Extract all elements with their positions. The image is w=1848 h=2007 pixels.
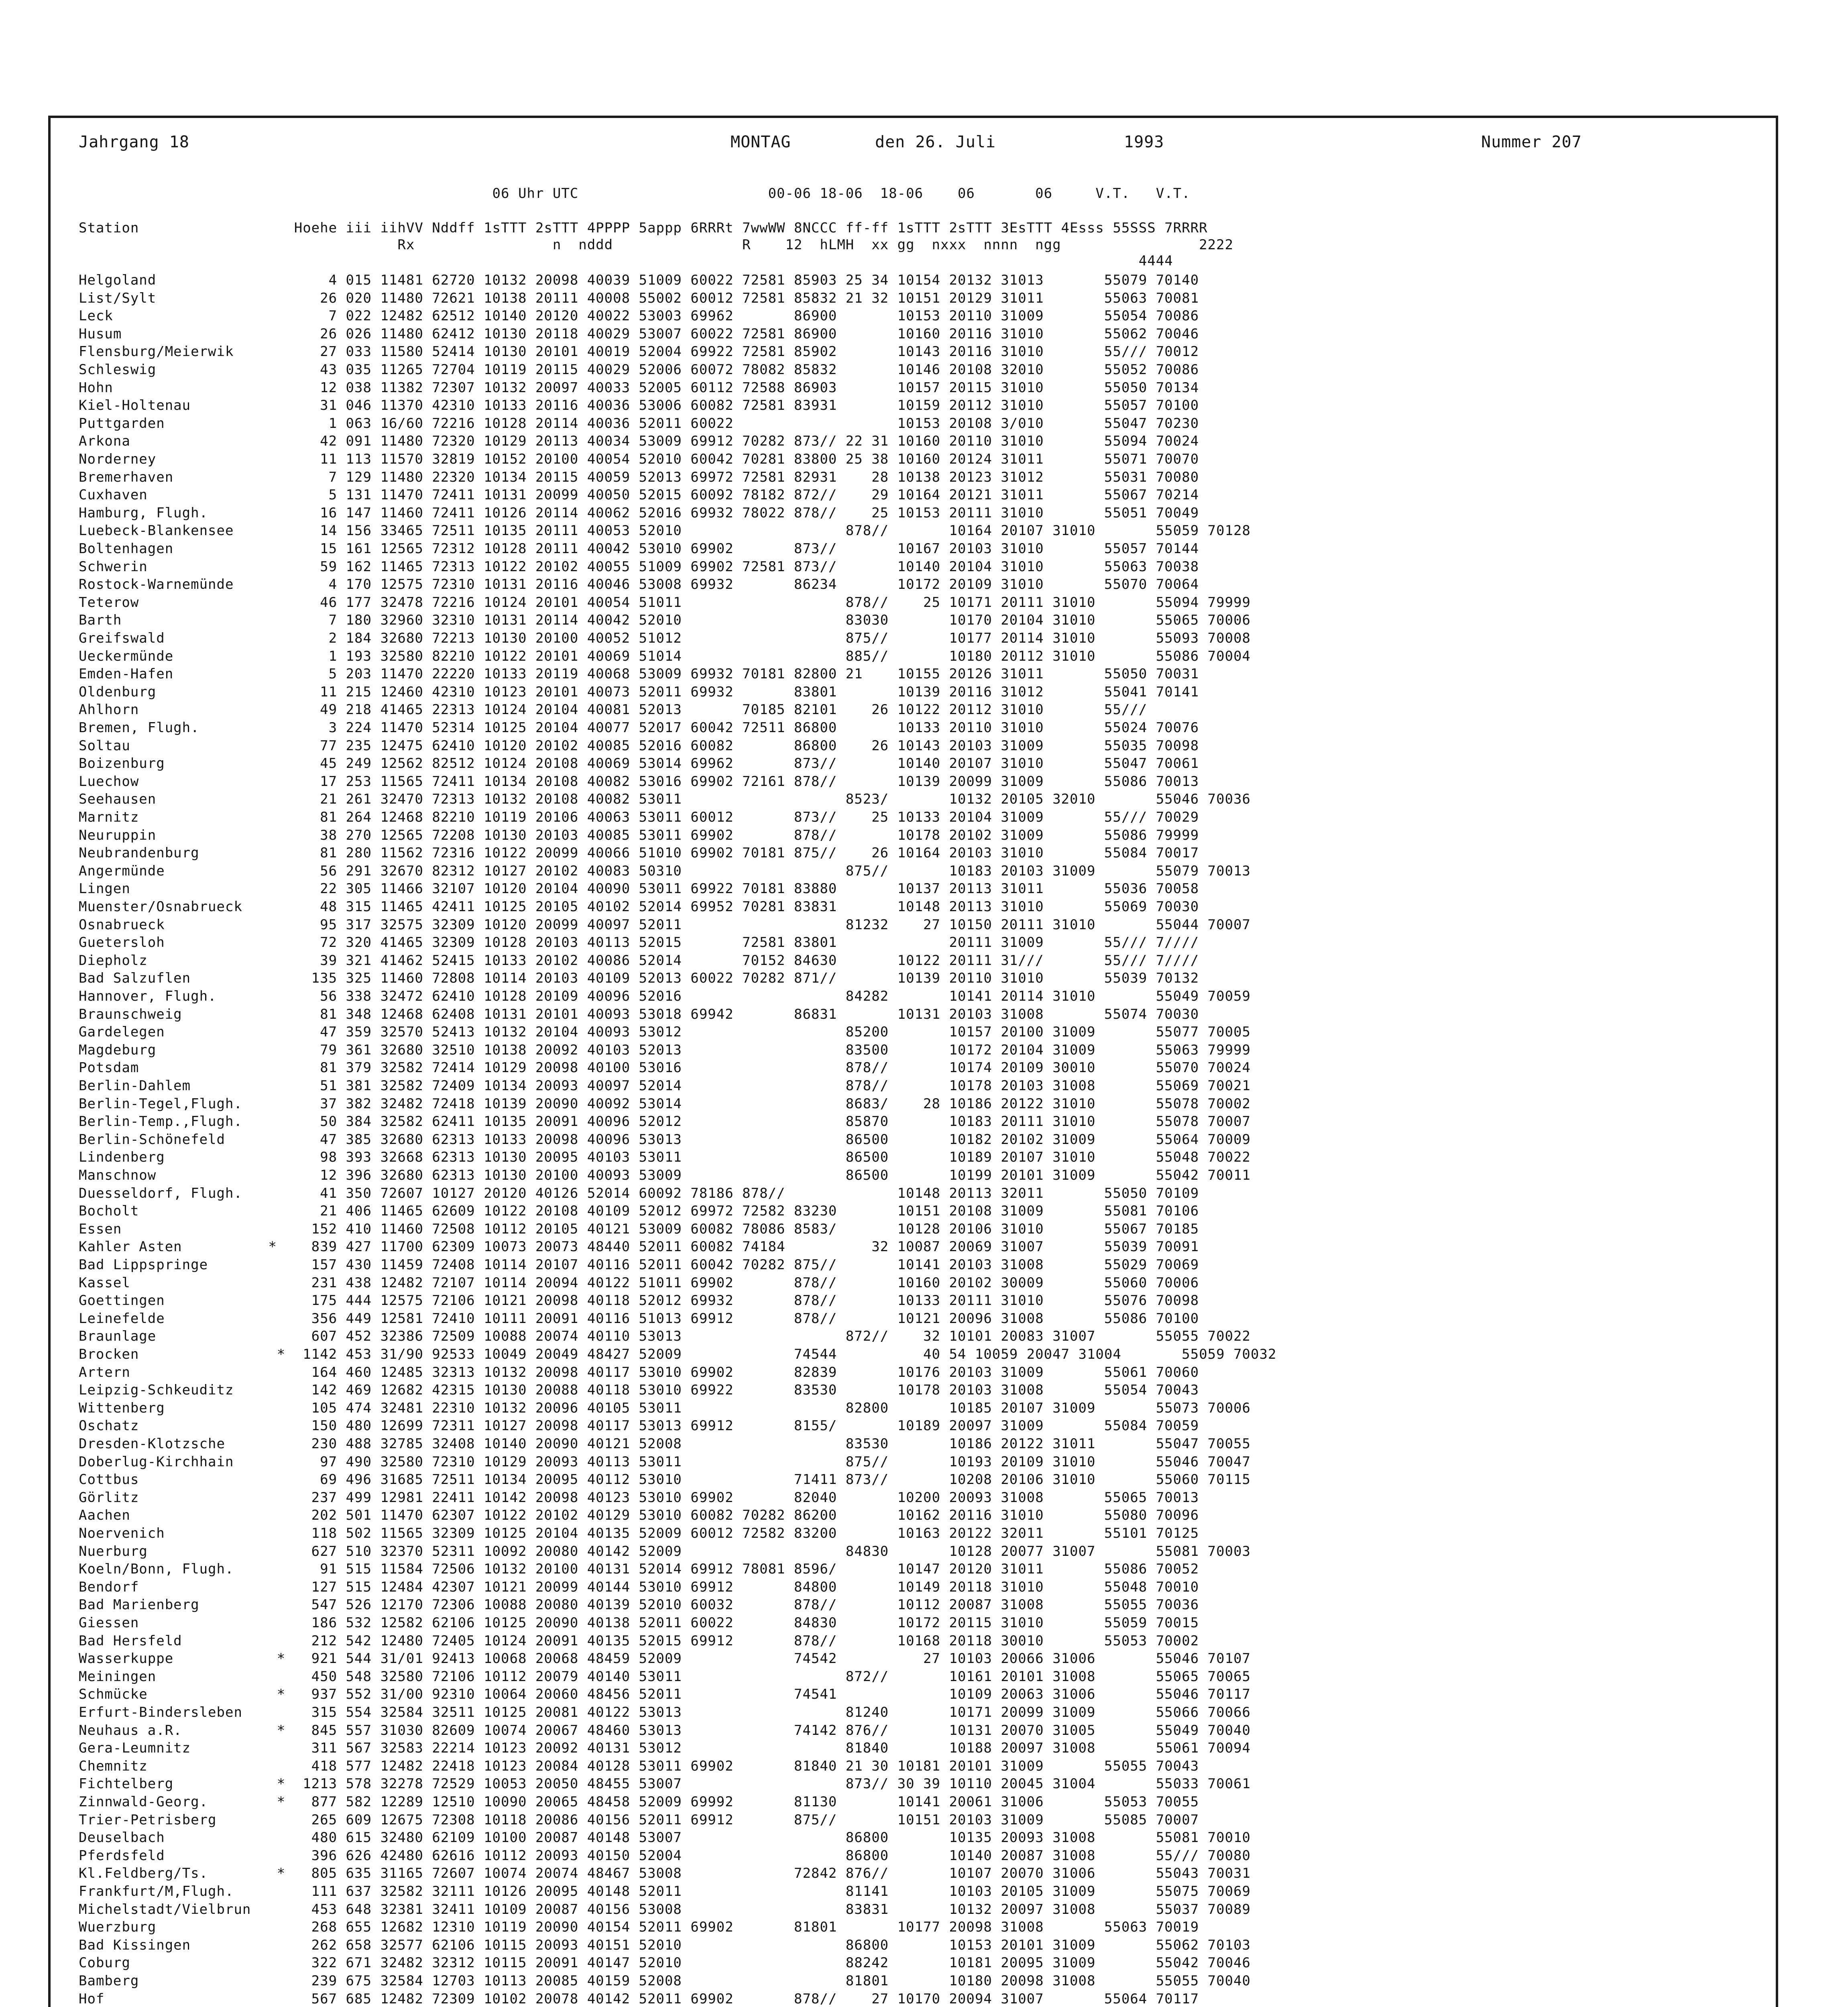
station-row: Bad Marienberg 547 526 12170 72306 10088 20080 40139 52010 60032 878// 10112 20087 31008 55055 70036 [79,1597,1199,1613]
station-row: Ahlhorn 49 218 41465 22313 10124 20104 40081 52013 70185 82101 26 10122 20112 31010 55/// [79,702,1148,718]
station-row: Dresden-Klotzsche 230 488 32785 32408 10140 20090 40121 52008 83530 10186 20122 31011 55047 70055 [79,1436,1251,1452]
station-row: Berlin-Temp.,Flugh. 50 384 32582 62411 10135 20091 40096 52012 85870 10183 20111 31010 55078 70007 [79,1113,1251,1130]
station-row: Artern 164 460 12485 32313 10132 20098 40117 53010 69902 82839 10176 20103 31009 55061 70060 [79,1364,1199,1380]
station-row: Flensburg/Meierwik 27 033 11580 52414 10130 20101 40019 52004 69922 72581 85902 10143 20116 31010 55/// 70012 [79,344,1199,360]
station-row: Bremen, Flugh. 3 224 11470 52314 10125 20104 40077 52017 60042 72511 86800 10133 20110 31010 55024 70076 [79,720,1199,736]
station-row: Giessen 186 532 12582 62106 10125 20090 40138 52011 60022 84830 10172 20115 31010 55059 70015 [79,1615,1199,1631]
station-row: Helgoland 4 015 11481 62720 10132 20098 40039 51009 60022 72581 85903 25 34 10154 20132 31013 55079 70140 [79,272,1199,288]
station-row: Görlitz 237 499 12981 22411 10142 20098 40123 53010 69902 82040 10200 20093 31008 55065 70013 [79,1489,1199,1506]
station-row: Kassel 231 438 12482 72107 10114 20094 40122 51011 69902 878// 10160 20102 30009 55060 70006 [79,1274,1199,1291]
station-row: Schmücke * 937 552 31/00 92310 10064 20060 48456 52011 74541 10109 20063 31006 55046 70117 [79,1686,1251,1703]
station-row: Cottbus 69 496 31685 72511 10134 20095 40112 53010 71411 873// 10208 20106 31010 55060 70115 [79,1472,1251,1488]
station-row: Erfurt-Bindersleben 315 554 32584 32511 10125 20081 40122 53013 81240 10171 20099 31009 55066 70066 [79,1704,1251,1720]
station-row: Bremerhaven 7 129 11480 22320 10134 20115 40059 52013 69972 72581 82931 28 10138 20123 31012 55031 70080 [79,469,1199,485]
station-row: Cuxhaven 5 131 11470 72411 10131 20099 40050 52015 60092 78182 872// 29 10164 20121 31011 55067 70214 [79,487,1199,503]
station-row: Ueckermünde 1 193 32580 82210 10122 20101 40069 51014 885// 10180 20112 31010 55086 70004 [79,648,1251,664]
station-row: Rostock-Warnemünde 4 170 12575 72310 10131 20116 40046 53008 69932 86234 10172 20109 31010 55070 70064 [79,576,1199,593]
station-row: Braunschweig 81 348 12468 62408 10131 20101 40093 53018 69942 86831 10131 20103 31008 55074 70030 [79,1006,1199,1022]
station-row: Puttgarden 1 063 16/60 72216 10128 20114 40036 52011 60022 10153 20108 3/010 55047 70230 [79,415,1199,432]
station-row: Doberlug-Kirchhain 97 490 32580 72310 10129 20093 40113 53011 875// 10193 20109 31010 55046 70047 [79,1453,1251,1470]
station-row: Manschnow 12 396 32680 62313 10130 20100 40093 53009 86500 10199 20101 31009 55042 70011 [79,1167,1251,1183]
station-row: Pferdsfeld 396 626 42480 62616 10112 20093 40150 52004 86800 10140 20087 31008 55/// 70080 [79,1847,1251,1864]
station-row: Soltau 77 235 12475 62410 10120 20102 40085 52016 60082 86800 26 10143 20103 31009 55035 70098 [79,737,1199,754]
date-label: den 26. Juli [875,133,996,151]
station-row: Boltenhagen 15 161 12565 72312 10128 20111 40042 53010 69902 873// 10167 20103 31010 55057 70144 [79,541,1199,557]
column-header-line [79,201,1164,217]
station-row: Hannover, Flugh. 56 338 32472 62410 10128 20109 40096 52016 84282 10141 20114 31010 55049 70059 [79,988,1251,1004]
station-row: Boizenburg 45 249 12562 82512 10124 20108 40069 53014 69962 873// 10140 20107 31010 55047 70061 [79,755,1199,772]
station-row: Coburg 322 671 32482 32312 10115 20091 40147 52010 88242 10181 20095 31009 55042 70046 [79,1955,1251,1971]
station-row: Noervenich 118 502 11565 32309 10125 20104 40135 52009 60012 72582 83200 10163 20122 32011 55101 70125 [79,1525,1199,1541]
station-row: Hamburg, Flugh. 16 147 11460 72411 10126 20114 40062 52016 69932 78022 878// 25 10153 20111 31010 55051 70049 [79,505,1199,521]
station-row: Potsdam 81 379 32582 72414 10129 20098 40100 53016 878// 10174 20109 30010 55070 70024 [79,1060,1251,1076]
station-row: Angermünde 56 291 32670 82312 10127 20102 40083 50310 875// 10183 20103 31009 55079 70013 [79,863,1251,879]
station-row: Leck 7 022 12482 62512 10140 20120 40022 53003 69962 86900 10153 20110 31009 55054 70086 [79,308,1199,324]
station-row: Kahler Asten * 839 427 11700 62309 10073 20073 48440 52011 60082 74184 32 10087 20069 31007 55039 70091 [79,1239,1199,1255]
station-row: Frankfurt/M,Flugh. 111 637 32582 32111 10126 20095 40148 52011 81141 10103 20105 31009 55075 70069 [79,1883,1251,1899]
station-row: Aachen 202 501 11470 62307 10122 20102 40129 53010 60082 70282 86200 10162 20116 31010 55080 70096 [79,1507,1199,1524]
station-row: Berlin-Dahlem 51 381 32582 72409 10134 20093 40097 52014 878// 10178 20103 31008 55069 70021 [79,1078,1251,1094]
station-row: Diepholz 39 321 41462 52415 10133 20102 40086 52014 70152 84630 10122 20111 31/// 55/// 7//// [79,952,1199,969]
station-row: Husum 26 026 11480 62412 10130 20118 40029 53007 60022 72581 86900 10160 20116 31010 55062 70046 [79,326,1199,342]
column-header-line: 06 Uhr UTC 00-06 18-06 18-06 06 06 V.T. V.T. [79,185,1191,202]
station-row: Brocken * 1142 453 31/90 92533 10049 20049 48427 52009 74544 40 54 10059 20047 31004 55059 70032 [79,1346,1277,1362]
station-row: Lingen 22 305 11466 32107 10120 20104 40090 53011 69922 70181 83880 10137 20113 31011 55036 70058 [79,881,1199,897]
station-row: Wittenberg 105 474 32481 22310 10132 20096 40105 53011 82800 10185 20107 31009 55073 70006 [79,1400,1251,1416]
station-row: Nuerburg 627 510 32370 52311 10092 20080 40142 52009 84830 10128 20077 31007 55081 70003 [79,1543,1251,1559]
station-row: Leinefelde 356 449 12581 72410 10111 20091 40116 51013 69912 878// 10121 20096 31008 55086 70100 [79,1310,1199,1327]
station-row: Guetersloh 72 320 41465 32309 10128 20103 40113 52015 72581 83801 20111 31009 55/// 7//// [79,934,1199,951]
station-row: Luebeck-Blankensee 14 156 33465 72511 10135 20111 40053 52010 878// 10164 20107 31010 55059 70128 [79,523,1251,539]
station-row: Hohn 12 038 11382 72307 10132 20097 40033 52005 60112 72588 86903 10157 20115 31010 55050 70134 [79,379,1199,396]
station-row: Trier-Petrisberg 265 609 12675 72308 10118 20086 40156 52011 69912 875// 10151 20103 31009 55085 70007 [79,1812,1199,1828]
station-row: Norderney 11 113 11570 32819 10152 20100 40054 52010 60042 70281 83800 25 38 10160 20124 31011 55071 70070 [79,451,1199,467]
station-row: Neuhaus a.R. * 845 557 31030 82609 10074 20067 48460 53013 74142 876// 10131 20070 31005 55049 70040 [79,1722,1251,1738]
station-row: Berlin-Tegel,Flugh. 37 382 32482 72418 10139 20090 40092 53014 8683/ 28 10186 20122 31010 55078 70002 [79,1095,1251,1112]
station-row: Bad Salzuflen 135 325 11460 72808 10114 20103 40109 52013 60022 70282 871// 10139 20110 31010 55039 70132 [79,970,1199,987]
station-row: Neuruppin 38 270 12565 72208 10130 20103 40085 53011 69902 878// 10178 20102 31009 55086 79999 [79,827,1199,843]
station-row: Barth 7 180 32960 32310 10131 20114 40042 52010 83030 10170 20104 31010 55065 70006 [79,612,1251,629]
volume-label: Jahrgang 18 [79,133,189,151]
station-row: Bamberg 239 675 32584 12703 10113 20085 40159 52008 81801 10180 20098 31008 55055 70040 [79,1973,1251,1989]
weekday-label: MONTAG [731,133,791,151]
station-row: Schleswig 43 035 11265 72704 10119 20115 40029 52006 60072 78082 85832 10146 20108 32010 55052 70086 [79,362,1199,378]
station-row: Bad Kissingen 262 658 32577 62106 10115 20093 40151 52010 86800 10153 20101 31009 55062 70103 [79,1937,1251,1953]
station-row: Bocholt 21 406 11465 62609 10122 20108 40109 52012 69972 72582 83230 10151 20108 31009 55081 70106 [79,1203,1199,1219]
station-row: Deuselbach 480 615 32480 62109 10100 20087 40148 53007 86800 10135 20093 31008 55081 70010 [79,1830,1251,1846]
column-header-line: Rx n nddd R 12 hLMH xx gg nxxx nnnn ngg 2222 [79,237,1233,253]
station-row: Kiel-Holtenau 31 046 11370 42310 10133 20116 40036 53006 60082 72581 83931 10159 20112 31010 55057 70100 [79,397,1199,414]
station-row: Oschatz 150 480 12699 72311 10127 20098 40117 53013 69912 8155/ 10189 20097 31009 55084 70059 [79,1418,1199,1434]
station-row: Hof 567 685 12482 72309 10102 20078 40142 52011 69902 878// 27 10170 20094 31007 55064 70117 [79,1991,1199,2007]
column-header-line: Station Hoehe iii iihVV Nddff 1sTTT 2sTTT 4PPPP 5appp 6RRRt 7wwWW 8NCCC ff-ff 1sTTT 2sTTT 3EsTTT 4Esss 55SSS 7RRRR [79,220,1208,236]
station-row: Zinnwald-Georg. * 877 582 12289 12510 10090 20065 48458 52009 69992 81130 10141 20061 31006 55053 70055 [79,1794,1199,1810]
year-label: 1993 [1124,133,1164,151]
station-row: Koeln/Bonn, Flugh. 91 515 11584 72506 10132 20100 40131 52014 69912 78081 8596/ 10147 20120 31011 55086 70052 [79,1561,1199,1578]
station-row: Bad Hersfeld 212 542 12480 72405 10124 20091 40135 52015 69912 878// 10168 20118 30010 55053 70002 [79,1632,1199,1649]
station-row: Arkona 42 091 11480 72320 10129 20113 40034 53009 69912 70282 873// 22 31 10160 20110 31010 55094 70024 [79,433,1199,450]
station-row: Chemnitz 418 577 12482 22418 10123 20084 40128 53011 69902 81840 21 30 10181 20101 31009 55055 70043 [79,1758,1199,1774]
station-row: Duesseldorf, Flugh. 41 350 72607 10127 20120 40126 52014 60092 78186 878// 10148 20113 32011 55050 70109 [79,1185,1199,1201]
station-row: Wuerzburg 268 655 12682 12310 10119 20090 40154 52011 69902 81801 10177 20098 31008 55063 70019 [79,1919,1199,1936]
station-row: List/Sylt 26 020 11480 72621 10138 20111 40008 55002 60012 72581 85832 21 32 10151 20129 31011 55063 70081 [79,290,1199,306]
station-row: Lindenberg 98 393 32668 62313 10130 20095 40103 53011 86500 10189 20107 31010 55048 70022 [79,1149,1251,1166]
station-row: Bad Lippspringe 157 430 11459 72408 10114 20107 40116 52011 60042 70282 875// 10141 20103 31008 55029 70069 [79,1257,1199,1273]
station-row: Teterow 46 177 32478 72216 10124 20101 40054 51011 878// 25 10171 20111 31010 55094 79999 [79,594,1251,611]
station-row: Schwerin 59 162 11465 72313 10122 20102 40055 51009 69902 72581 873// 10140 20104 31010 55063 70038 [79,558,1199,575]
station-row: Gera-Leumnitz 311 567 32583 22214 10123 20092 40131 53012 81840 10188 20097 31008 55061 70094 [79,1740,1251,1757]
station-row: Fichtelberg * 1213 578 32278 72529 10053 20050 48455 53007 873// 30 39 10110 20045 31004 55033 70061 [79,1776,1251,1792]
station-row: Oldenburg 11 215 12460 42310 10123 20101 40073 52011 69932 83801 10139 20116 31012 55041 70141 [79,684,1199,700]
station-row: Meiningen 450 548 32580 72106 10112 20079 40140 53011 872// 10161 20101 31008 55065 70065 [79,1668,1251,1685]
station-row: Luechow 17 253 11565 72411 10134 20108 40082 53016 69902 72161 878// 10139 20099 31009 55086 70013 [79,773,1199,790]
station-row: Seehausen 21 261 32470 72313 10132 20108 40082 53011 8523/ 10132 20105 32010 55046 70036 [79,791,1251,808]
station-row: Bendorf 127 515 12484 42307 10121 20099 40144 53010 69912 84800 10149 20118 31010 55048 70010 [79,1579,1199,1595]
station-row: Essen 152 410 11460 72508 10112 20105 40121 53009 60082 78086 8583/ 10128 20106 31010 55067 70185 [79,1221,1199,1237]
station-row: Leipzig-Schkeuditz 142 469 12682 42315 10130 20088 40118 53010 69922 83530 10178 20103 31008 55054 70043 [79,1382,1199,1398]
issue-number-label: Nummer 207 [1481,133,1582,151]
station-row: Neubrandenburg 81 280 11562 72316 10122 20099 40066 51010 69902 70181 875// 26 10164 20103 31010 55084 70017 [79,845,1199,861]
station-row: Berlin-Schönefeld 47 385 32680 62313 10133 20098 40096 53013 86500 10182 20102 31009 55064 70009 [79,1131,1251,1148]
station-row: Michelstadt/Vielbrun 453 648 32381 32411 10109 20087 40156 53008 83831 10132 20097 31008 55037 70089 [79,1901,1251,1917]
station-row: Braunlage 607 452 32386 72509 10088 20074 40110 53013 872// 32 10101 20083 31007 55055 70022 [79,1328,1251,1345]
column-header-line: 4444 [79,253,1173,269]
station-row: Wasserkuppe * 921 544 31/01 92413 10068 20068 48459 52009 74542 27 10103 20066 31006 55046 70107 [79,1651,1251,1667]
station-row: Emden-Hafen 5 203 11470 22220 10133 20119 40068 53009 69932 70181 82800 21 10155 20126 31011 55050 70031 [79,666,1199,682]
station-row: Kl.Feldberg/Ts. * 805 635 31165 72607 10074 20074 48467 53008 72842 876// 10107 20070 31006 55043 70031 [79,1865,1251,1882]
station-row: Osnabrueck 95 317 32575 32309 10120 20099 40097 52011 81232 27 10150 20111 31010 55044 70007 [79,916,1251,933]
station-row: Goettingen 175 444 12575 72106 10121 20098 40118 52012 69932 878// 10133 20111 31010 55076 70098 [79,1293,1199,1309]
station-row: Magdeburg 79 361 32680 32510 10138 20092 40103 52013 83500 10172 20104 31009 55063 79999 [79,1042,1251,1058]
station-row: Marnitz 81 264 12468 82210 10119 20106 40063 53011 60012 873// 25 10133 20104 31009 55/// 70029 [79,809,1199,825]
station-row: Greifswald 2 184 32680 72213 10130 20100 40052 51012 875// 10177 20114 31010 55093 70008 [79,630,1251,646]
station-row: Gardelegen 47 359 32570 52413 10132 20104 40093 53012 85200 10157 20100 31009 55077 70005 [79,1024,1251,1040]
station-row: Muenster/Osnabrueck 48 315 11465 42411 10125 20105 40102 52014 69952 70281 83831 10148 20113 31010 55069 70030 [79,899,1199,915]
